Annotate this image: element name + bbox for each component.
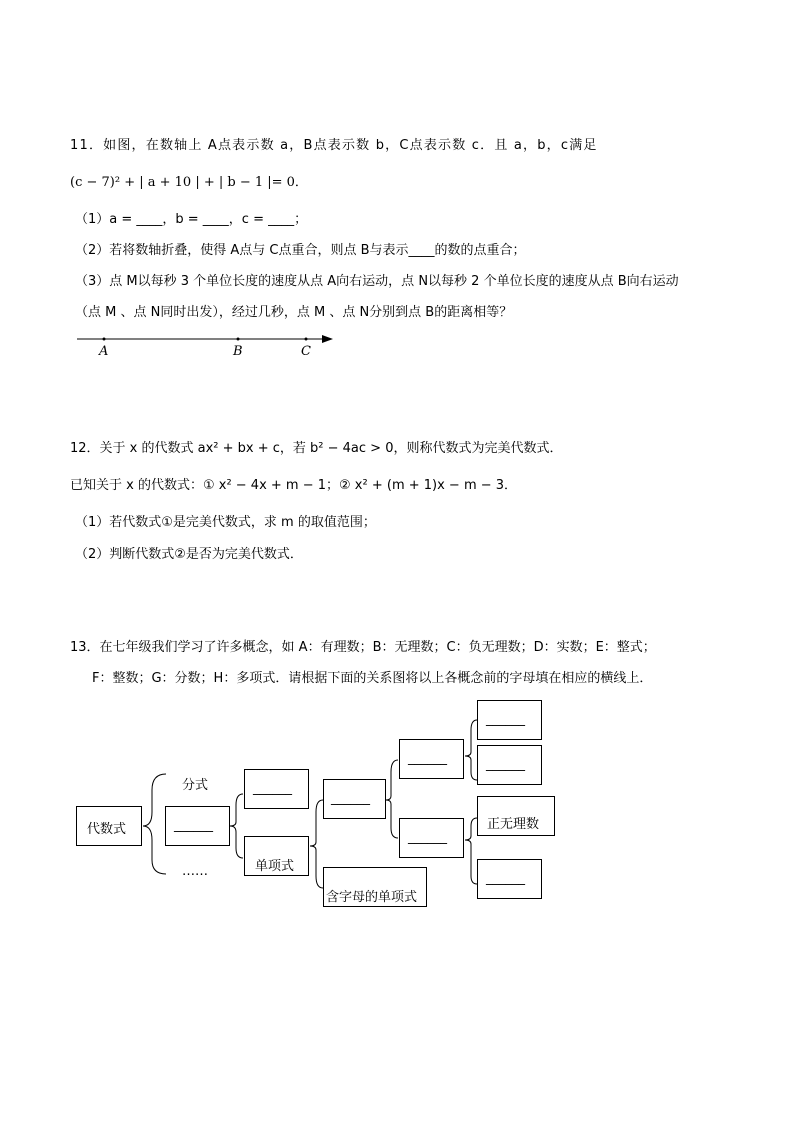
blank-line: ______ <box>408 830 447 845</box>
blank-box-integral-expression <box>165 806 230 846</box>
monomial-with-letters-label: 含字母的单项式 <box>326 890 418 905</box>
blank-line: ______ <box>253 781 292 796</box>
blank-line: ______ <box>331 791 370 806</box>
q11-part2: （2）若将数轴折叠，使得 A点与 C点重合，则点 B与表示____的数的点重合； <box>75 243 526 258</box>
root-label: 代数式 <box>87 822 127 837</box>
axis-label-c: C <box>301 344 311 359</box>
q11-part3-line1: （3）点 M以每秒 3 个单位长度的速度从点 A向右运动，点 N以每秒 2 个单位长度的速度从点 B向右运动 <box>75 274 679 289</box>
q12-part2: （2）判断代数式②是否为完美代数式． <box>75 547 303 562</box>
blank-line: ______ <box>486 757 525 772</box>
fraction-label: 分式 <box>182 778 209 793</box>
blank-box-polynomial <box>244 769 309 809</box>
q11-part3-line2: （点 M 、点 N同时出发），经过几秒，点 M 、点 N分别到点 B的距离相等？ <box>75 305 513 320</box>
axis-label-a: A <box>99 344 109 359</box>
q12-stem-line2: 已知关于 x 的代数式：① x² − 4x + m − 1；② x² + (m + 1)x − m − 3． <box>70 478 518 493</box>
monomial-with-letters-box <box>323 867 427 907</box>
blank-line: ______ <box>486 871 525 886</box>
positive-irrational-label: 正无理数 <box>487 817 540 832</box>
q11-condition: (c − 7)² + | a + 10 | + | b − 1 |= 0． <box>70 175 308 190</box>
positive-irrational-box <box>477 796 555 836</box>
ellipsis-label: …… <box>182 864 208 879</box>
q11-part1: （1）a = ____，b = ____，c = ____； <box>75 212 308 227</box>
monomial-label: 单项式 <box>255 859 295 874</box>
root-box <box>76 806 142 846</box>
blank-box-number <box>323 779 386 819</box>
blank-line: ______ <box>174 818 213 833</box>
blank-line: ______ <box>408 751 447 766</box>
q11-stem-line1: 11．如图，在数轴上 A点表示数 a，B点表示数 b，C点表示数 c．且 a，b，c满足 <box>70 138 598 153</box>
monomial-box <box>244 836 309 876</box>
q13-stem-line2: F：整数；G：分数；H：多项式．请根据下面的关系图将以上各概念前的字母填在相应的横线上． <box>92 671 653 686</box>
blank-box-integer <box>477 700 542 740</box>
q12-part1: （1）若代数式①是完美代数式，求 m 的取值范围； <box>75 515 376 530</box>
q13-stem-line1: 13．在七年级我们学习了许多概念，如 A：有理数；B：无理数；C：负无理数；D：实数；E：整式； <box>70 640 656 655</box>
blank-box-fraction-number <box>477 745 542 785</box>
blank-box-rational <box>399 739 464 779</box>
blank-box-irrational <box>399 818 464 858</box>
q12-stem-line1: 12．关于 x 的代数式 ax² + bx + c，若 b² − 4ac > 0，则称代数式为完美代数式． <box>70 441 563 456</box>
blank-box-negative-irrational <box>477 859 542 899</box>
axis-label-b: B <box>233 344 243 359</box>
blank-line: ______ <box>486 712 525 727</box>
